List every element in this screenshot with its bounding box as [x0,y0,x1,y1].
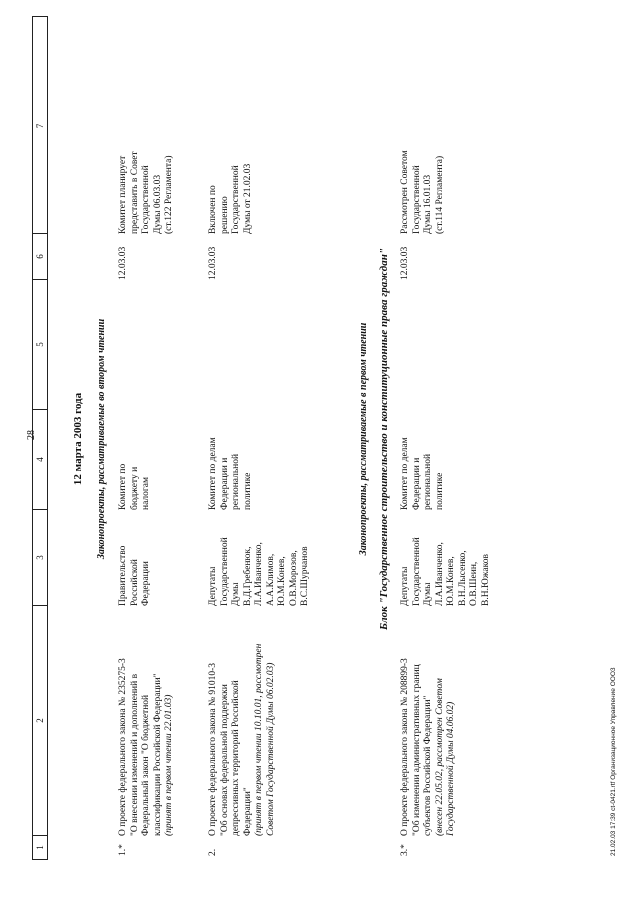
column-number-2: 2 [33,605,47,835]
block-heading: Блок "Государственное строительство и конституционные права граждан" [378,248,390,630]
table-row [208,18,312,860]
bill-title: О проекте федерального закона № 208899-3 "Об изменении административных границ субъектов Российской Федерации" (внесен 22.05.02, рассмотрен Советом Государственной Думы 04.06.02) [400,658,456,836]
bill-committee: Комитет по делам Федерации и региональной политике [208,437,253,510]
empty-cell [400,280,492,410]
bill-date: 12.03.03 [400,246,410,280]
bill-note: Комитет планирует представить в Совет Государственной Думы 06.03.03 (ст.122 Регламента) [118,151,174,234]
footer-filename: 21.02.03 17:39 ct-0421.rtf Организационное Управление ООО3 [610,667,617,856]
section-heading-second-reading: Законопроекты, рассматриваемые во втором чтении [96,318,107,560]
table-row [400,18,492,860]
bill-title: О проекте федерального закона № 91010-3 "Об основах федеральной поддержки депрессивных территорий Российской Федерации" (принят в первом чтении 10.10.01, рассмотрен Советом Государственной Думы 06.02.03) [208,643,276,836]
bill-author: Депутаты Государственной Думы В.Д.Гребенюк, Л.А.Иванченко, А.А.Климов, Ю.М.Конев, О.В.Морозов, В.С.Шурчанов [208,537,310,606]
date-heading: 12 марта 2003 года [72,392,84,486]
bill-author: Правительство Российской Федерации [118,545,151,606]
document-body [0,10,640,860]
bill-committee: Комитет по бюджету и налогам [118,463,151,510]
column-number-header [32,16,48,860]
empty-cell [118,280,176,410]
column-number-3: 3 [33,509,47,605]
row-number: 1.* [118,844,128,856]
column-number-6: 6 [33,233,47,279]
row-number: 2. [208,848,218,856]
bill-date: 12.03.03 [208,246,218,280]
bill-date: 12.03.03 [118,246,128,280]
column-number-4: 4 [33,409,47,509]
column-number-5: 5 [33,279,47,409]
bill-note: Включен по решению Государственной Думы от 21.02.03 [208,163,253,234]
column-number-7: 7 [35,123,45,129]
bill-author: Депутаты Государственной Думы Л.А.Иванченко, Ю.М.Конев, В.Н.Лысенко, О.В.Шеин, В.Н.Южаков [400,537,491,606]
bill-committee: Комитет по делам Федерации и региональной политике [400,437,445,510]
page-number: 28 [26,430,37,440]
bill-title: О проекте федерального закона № 235275-3 "О внесении изменений и дополнений в Федеральный закон "О бюджетной классификации Российской Федерации" (принят в первом чтении 22.01.03) [118,658,174,836]
section-heading-first-reading: Законопроекты, рассматриваемые в первом чтении [358,322,369,556]
bill-note: Рассмотрен Советом Государственной Думы 16.01.03 (ст.114 Регламента) [400,150,445,234]
empty-cell [208,280,312,410]
row-number: 3.* [400,844,410,856]
table-row [118,18,176,860]
column-number-1: 1 [33,835,47,859]
